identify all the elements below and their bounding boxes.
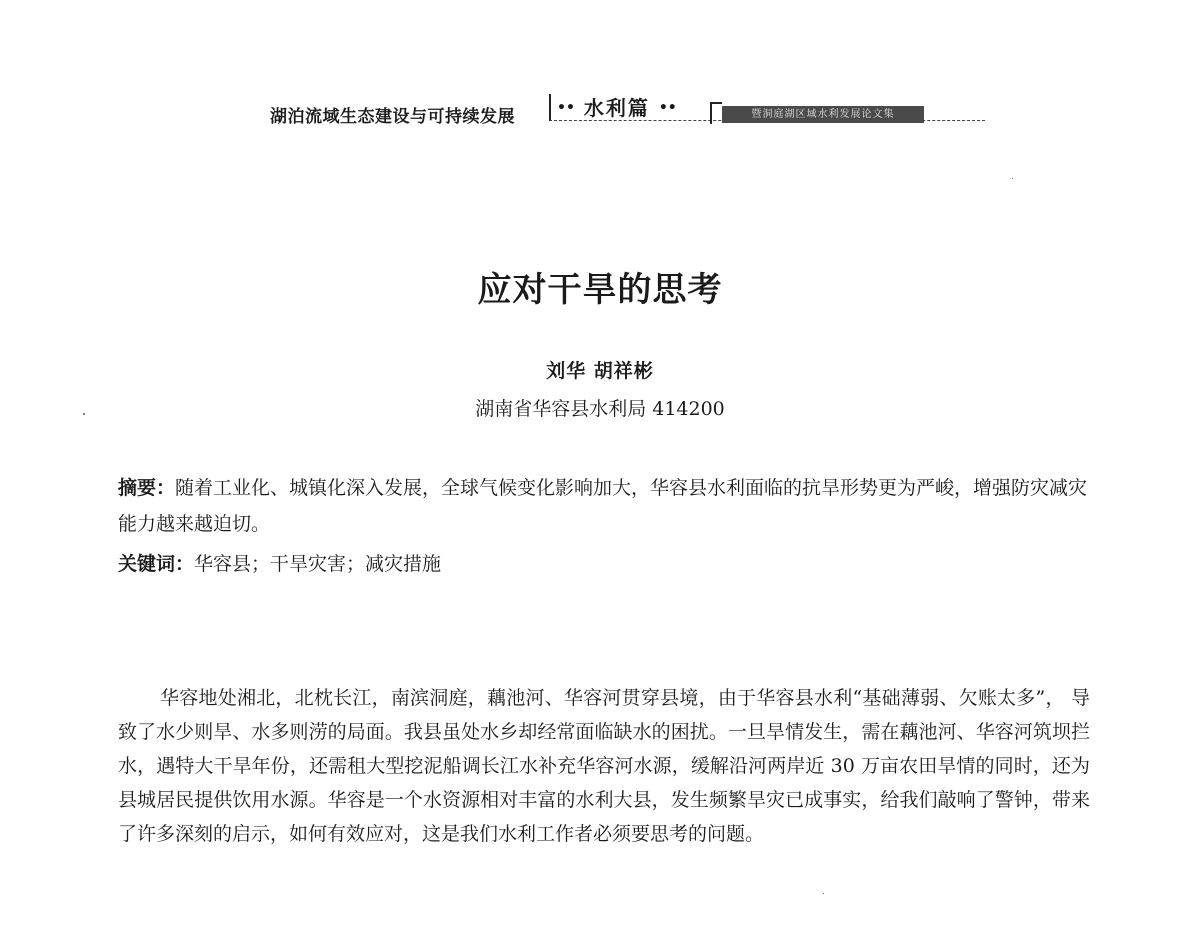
body-paragraph: 华容地处湘北，北枕长江，南滨洞庭，藕池河、华容河贯穿县境，由于华容县水利“基础薄弱、欠账太多”， 导致了水少则旱、水多则涝的局面。我县虽处水乡却经常面临缺水的困扰。一旦旱情发生，需在藕池河、华容河筑坝拦水，遇特大干旱年份，还需租大型挖泥船调长江水补充华容河水源，缓解沿河两岸近 30 万亩农田旱情的同时，还为县城居民提供饮用水源。华容是一个水资源相对丰富的水利大县，发生频繁旱灾已成事实，给我们敲响了警钟，带来了许多深刻的启示，如何有效应对，这是我们水利工作者必须要思考的问题。 <box>118 687 1090 845</box>
header-bracket-tick <box>710 102 722 124</box>
journal-title-right: 暨洞庭湖区域水利发展论文集 <box>722 106 924 123</box>
section-name: 水利篇 <box>583 96 650 120</box>
section-label <box>557 92 677 121</box>
abstract-label: 摘要： <box>118 477 176 499</box>
scan-speck <box>823 893 824 894</box>
abstract-text: 随着工业化、城镇化深入发展，全球气候变化影响加大，华容县水利面临的抗旱形势更为严峻，增强防灾减灾能力越来越迫切。 <box>118 477 1088 535</box>
author-affiliation: 湖南省华容县水利局 414200 <box>475 398 725 420</box>
abstract <box>118 470 1088 542</box>
article-title: 应对干旱的思考 <box>477 270 723 310</box>
keywords-label: 关键词： <box>118 553 195 575</box>
section-dots-right: •• <box>658 100 677 116</box>
keywords-text: 华容县；干旱灾害；减灾措施 <box>194 553 442 575</box>
article-authors: 刘华 胡祥彬 <box>546 360 654 382</box>
journal-title-left: 湖泊流域生态建设与可持续发展 <box>270 107 515 127</box>
scan-speck <box>1012 178 1013 179</box>
keywords <box>118 546 1088 582</box>
scan-speck <box>83 413 85 415</box>
section-dots-left: •• <box>557 100 575 116</box>
running-header <box>270 92 930 128</box>
